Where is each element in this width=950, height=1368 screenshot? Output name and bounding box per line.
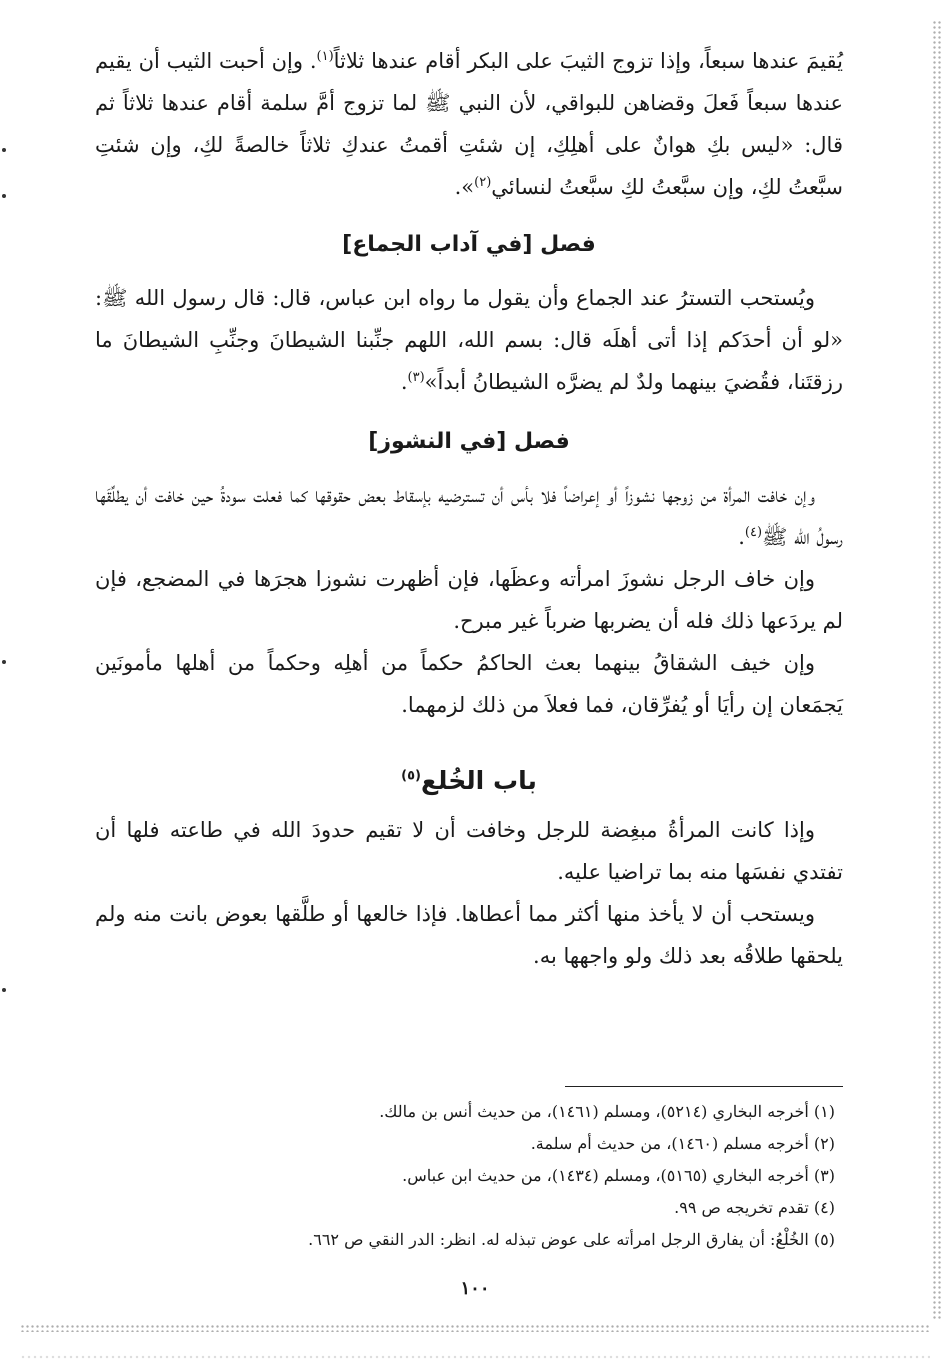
section1-paragraph bbox=[95, 277, 843, 403]
margin-mark bbox=[2, 988, 6, 992]
section2-paragraph-1 bbox=[95, 474, 843, 558]
decorative-border-bottom-outer bbox=[20, 1354, 930, 1360]
footnote-divider bbox=[565, 1086, 843, 1087]
footnote-ref-2: (٢) bbox=[474, 175, 492, 190]
footnote-ref-1: (١) bbox=[316, 49, 334, 64]
chapter-heading-khul bbox=[95, 766, 843, 795]
intro-text: يُقيمَ عندها سبعاً، وإذا تزوج الثيبَ على البكر أقام عندها ثلاثاً bbox=[333, 49, 843, 73]
main-text bbox=[95, 40, 843, 977]
section2-paragraph-3: وإن خيف الشقاقُ بينهما بعث الحاكمُ حكماً من أهلِه وحكماً من أهلها مأمونَين يَجمَعان إن رأيَا أو يُفرِّقان، فما فعلاَ من ذلك لزمهما. bbox=[95, 651, 843, 717]
margin-mark bbox=[2, 148, 6, 152]
footnotes bbox=[95, 1096, 835, 1256]
section3-paragraph-2: ويستحب أن لا يأخذ منها أكثر مما أعطاها. فإذا خالعها أو طلَّقها بعوض بانت منه ولم يلحقها طلاقُه بعد ذلك ولو واجهها به. bbox=[95, 902, 843, 968]
footnote: (٥) الخُلْعُ: أن يفارق الرجل امرأته على عوض تبذله له. انظر: الدر النقي ص ٦٦٢. bbox=[308, 1230, 835, 1249]
footnote-ref-4: (٤) bbox=[744, 525, 763, 540]
intro-text-cont: . وإن أحبت الثيب أن يقيم عندها سبعاً فَعلَ وقضاهن للبواقي، لأن النبي ﷺ لما تزوج أمَّ سلمة أقام عندها ثلاثاً ثم قال: «ليس بكِ هوانٌ على أهلِكِ، إن شئتِ أقمتُ عندكِ ثلاثاً خالصةً لكِ، وإن شئتِ سبَّعتُ لكِ، وإن سبَّعتُ لكِ سبَّعتُ لنسائي bbox=[95, 49, 843, 199]
footnote: (٢) أخرجه مسلم (١٤٦٠)، من حديث أم سلمة. bbox=[530, 1134, 835, 1153]
section3-paragraph-1: وإذا كانت المرأةُ مبغِضة للرجل وخافت أن لا تقيم حدودَ الله في طاعته فلها أن تفتدي نفسَها منه بما تراضيا عليه. bbox=[95, 818, 843, 884]
intro-paragraph bbox=[95, 40, 843, 208]
margin-mark bbox=[2, 194, 6, 198]
section1-text-end: . bbox=[400, 370, 408, 394]
footnote-ref-5: (٥) bbox=[401, 768, 421, 784]
section2-text-1-end: . bbox=[738, 525, 745, 549]
chapter-heading-text: باب الخُلع bbox=[420, 766, 537, 795]
section-heading-jimaa: فصل [في آداب الجماع] bbox=[342, 232, 596, 257]
section1-text: ويُستحب التسترُ عند الجماع وأن يقول ما رواه ابن عباس، قال: قال رسول الله ﷺ: «لو أن أحدَكم إذا أتى أهلَه قال: بسم الله، اللهم جنِّبنا الشيطانَ وجنِّبِ الشيطانَ ما رزقتَنا، فقُضيَ بينهما ولدٌ لم يضرَّه الشيطانُ أبداً» bbox=[95, 286, 843, 394]
footnote: (٤) تقدم تخريجه ص ٩٩. bbox=[674, 1198, 835, 1217]
section-heading-nushuz: فصل [في النشوز] bbox=[368, 429, 570, 454]
intro-text-end: ». bbox=[454, 175, 475, 199]
section2-paragraph-2: وإن خاف الرجل نشوزَ امرأته وعظَها، فإن أظهرت نشوزا هجرَها في المضجع، فإن لم يردَعها ذلك فله أن يضربها ضرباً غير مبرح. bbox=[95, 567, 843, 633]
margin-mark bbox=[2, 660, 6, 664]
decorative-border-bottom bbox=[20, 1324, 930, 1332]
footnote-ref-3: (٣) bbox=[407, 370, 425, 385]
footnote: (١) أخرجه البخاري (٥٢١٤)، ومسلم (١٤٦١)، من حديث أنس بن مالك. bbox=[379, 1102, 835, 1121]
footnote: (٣) أخرجه البخاري (٥١٦٥)، ومسلم (١٤٣٤)، من حديث ابن عباس. bbox=[402, 1166, 835, 1185]
page-number: ١٠٠ bbox=[460, 1278, 490, 1299]
decorative-border-right bbox=[932, 20, 942, 1320]
section2-text-1: وإن خافت المرأة من زوجها نشوزاً أو إعراضاً فلا بأس أن تسترضيه بإسقاط بعض حقوقها كما فعلت سودةُ حين خافت أن يطلِّقَها رسولُ الله ﷺ bbox=[95, 483, 843, 549]
